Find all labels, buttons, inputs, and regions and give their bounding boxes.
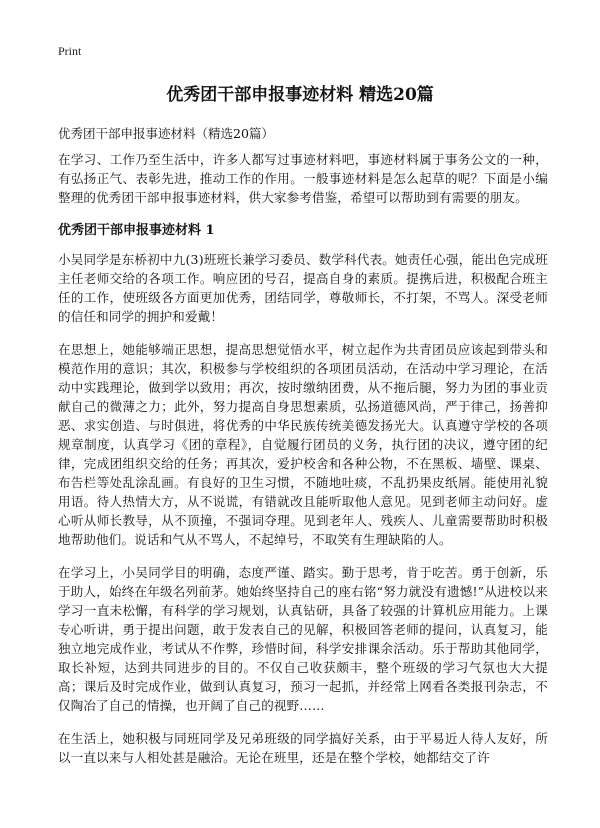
section-heading-1: 优秀团干部申报事迹材料 1 (58, 223, 215, 238)
intro-paragraph: 在学习、工作乃至生活中，许多人都写过事迹材料吧，事迹材料属于事务公文的一种，有弘扬正气、表彰先进，推动工作的作用。一般事迹材料是怎么起草的呢？下面是小编整理的优秀团干部申报事迹材料，供大家参考借鉴，希望可以帮助到有需要的朋友。 (58, 152, 548, 205)
document-body (58, 150, 548, 781)
document-title: 优秀团干部申报事迹材料 精选20篇 (166, 85, 434, 105)
section1-paragraph-3: 在学习上，小吴同学目的明确，态度严谨、踏实。勤于思考，肯于吃苦。勇于创新，乐于助人，始终在年级名列前茅。她始终坚持自己的座右铭“努力就没有遗憾!”从进校以来学习一直未松懈，有科学的学习规划，认真钻研，具备了较强的计算机应用能力。上课专心听讲，勇于提出问题，敢于发表自己的见解，积极回答老师的提问，认真复习，能独立地完成作业，考试从不作弊，珍惜时间，科学安排课余活动。乐于帮助其他同学，取长补短，达到共同进步的目的。不仅自己收获颇丰，整个班级的学习气氛也大大提高；课后及时完成作业，做到认真复习，预习一起抓，并经常上网看各类报刊杂志，不仅陶冶了自己的情操，也开阔了自己的视野…… (58, 565, 548, 713)
section1-paragraph-4: 在生活上，她积极与同班同学及兄弟班级的同学搞好关系，由于平易近人待人友好，所以一直以来与人相处甚是融洽。无论在班里，还是在整个学校，她都结交了许 (58, 731, 548, 765)
document-subtitle: 优秀团干部申报事迹材料（精选20篇） (58, 126, 274, 141)
print-label: Print (58, 44, 82, 58)
section1-paragraph-2: 在思想上，她能够端正思想，提高思想觉悟水平，树立起作为共青团员应该起到带头和模范作用的意识；其次，积极参与学校组织的各项团员活动，在活动中学习理论，在活动中实践理论，做到学以致用；再次，按时缴纳团费，从不拖后腿，努力为团的事业贡献自己的微薄之力；此外，努力提高自身思想素质，弘扬道德风尚，严于律己，扬善抑恶、求实创造、与时俱进，将优秀的中华民族传统美德发扬光大。认真遵守学校的各项规章制度，认真学习《团的章程》，自觉履行团员的义务，执行团的决议，遵守团的纪律，完成团组织交给的任务；再其次，爱护校舍和各种公物，不在黑板、墙壁、课桌、布告栏等处乱涂乱画。有良好的卫生习惯，不随地吐痰，不乱扔果皮纸屑。能使用礼貌用语。待人热情大方，从不说谎，有错就改且能听取他人意见。见到老师主动问好。虚心听从师长教导，从不顶撞，不强词夺理。见到老年人、残疾人、儿童需要帮助时积极地帮助他们。说话和气从不骂人，不起绰号，不取笑有生理缺陷的人。 (58, 342, 548, 547)
section1-paragraph-1: 小吴同学是东桥初中九(3)班班长兼学习委员、数学科代表。她责任心强，能出色完成班主任老师交给的各项工作。响应团的号召，提高自身的素质。提携后进，积极配合班主任的工作，使班级各方面更加优秀，团结同学，尊敬师长，不打架，不骂人。深受老师的信任和同学的拥护和爱戴！ (58, 252, 548, 324)
